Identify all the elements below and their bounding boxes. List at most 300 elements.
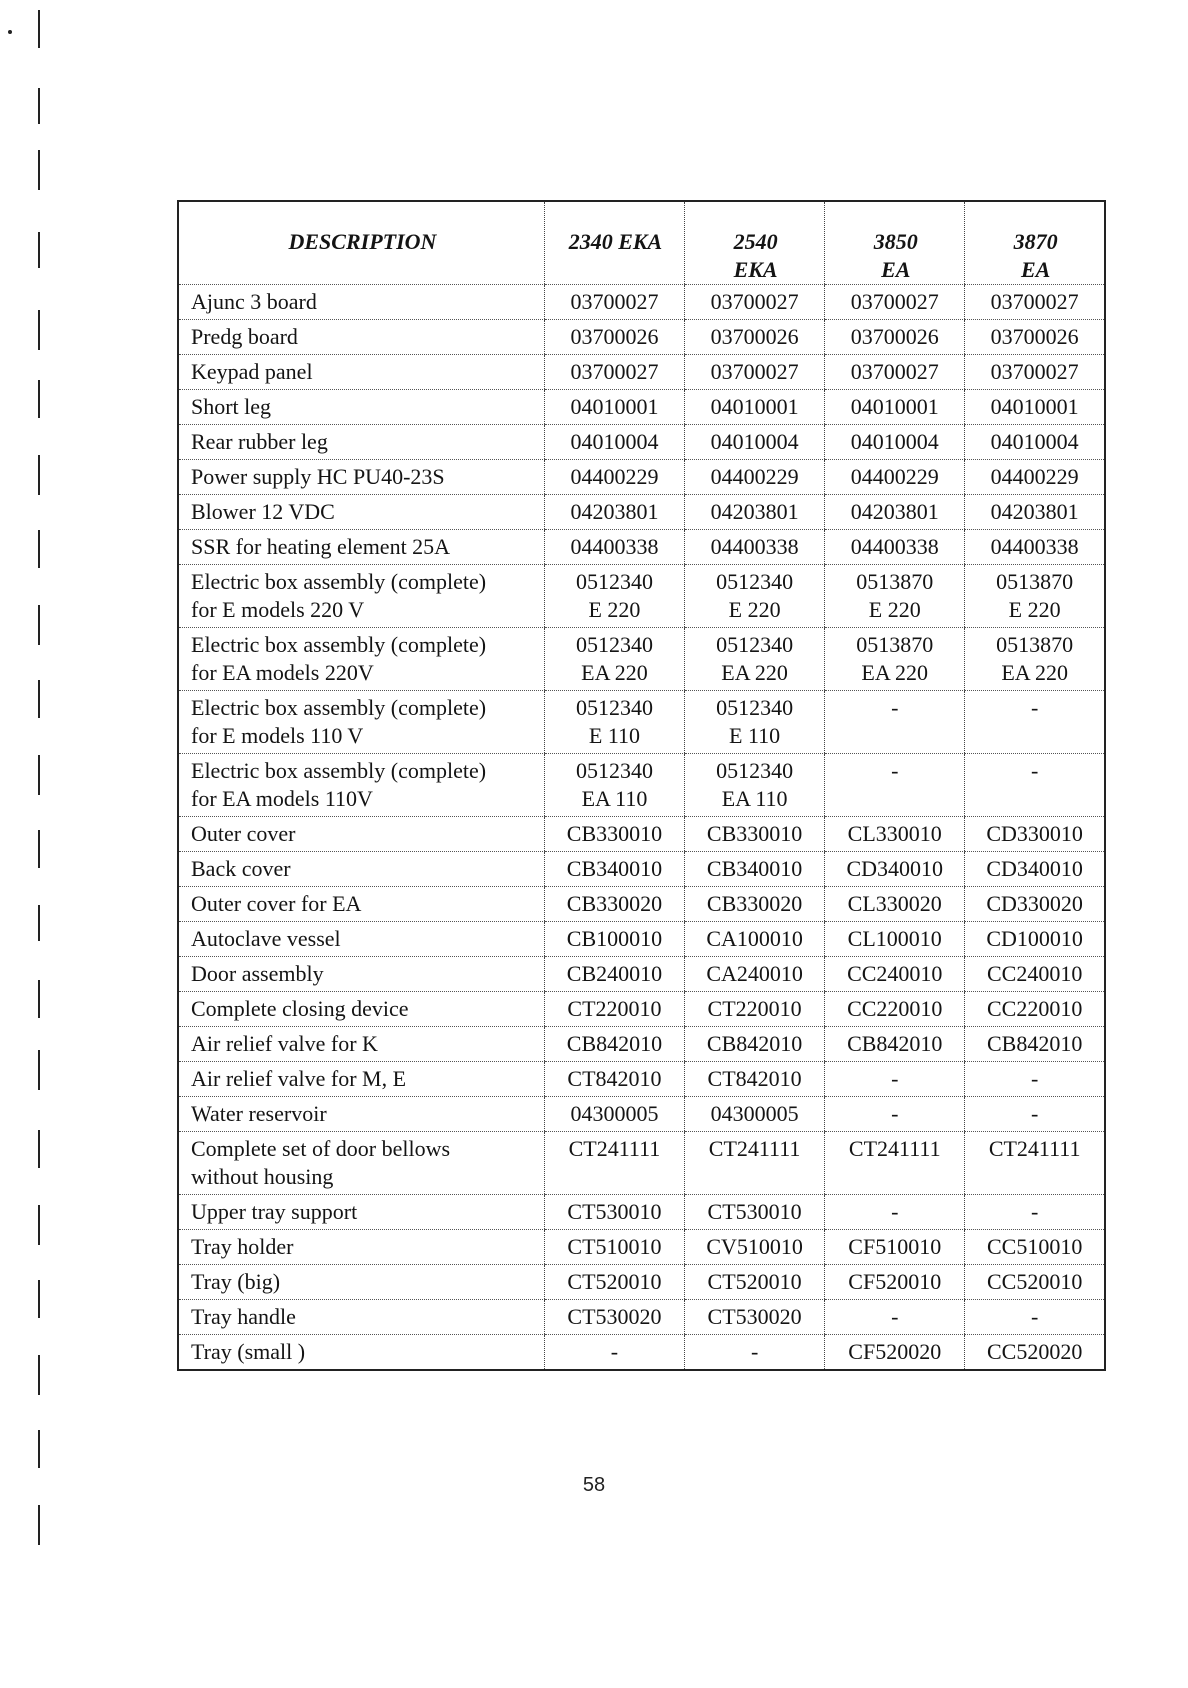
part-description-line: Water reservoir <box>191 1101 327 1126</box>
header-description: DESCRIPTION <box>178 201 544 285</box>
part-code: CT220010 <box>707 996 802 1021</box>
part-code: 04203801 <box>990 499 1079 524</box>
part-code: 0513870 <box>996 569 1074 594</box>
part-description <box>178 957 544 992</box>
part-code: CD330010 <box>986 821 1083 846</box>
table-row <box>178 1027 1105 1062</box>
part-code: CT530020 <box>707 1304 802 1329</box>
part-code: - <box>610 1339 619 1364</box>
binder-mark <box>38 830 40 868</box>
part-code-cell <box>544 1195 684 1230</box>
binder-mark <box>38 455 40 495</box>
part-code: CT842010 <box>707 1066 802 1091</box>
part-description <box>178 1132 544 1195</box>
part-code: CC220010 <box>847 996 943 1021</box>
header-model-3870 <box>965 201 1105 285</box>
table-row <box>178 1300 1105 1335</box>
table-row <box>178 922 1105 957</box>
part-code-cell <box>825 1027 965 1062</box>
part-code: 0512340 <box>575 758 653 783</box>
part-description-line: Electric box assembly (complete) <box>191 569 487 594</box>
part-code: - <box>891 1066 899 1091</box>
part-code-cell <box>544 1335 684 1371</box>
part-description-line: Power supply HC PU40-23S <box>191 464 445 489</box>
part-description-line: for E models 220 V <box>191 597 365 622</box>
part-code-cell <box>965 1195 1105 1230</box>
part-code-cell <box>544 355 684 390</box>
part-code: 04203801 <box>570 499 659 524</box>
header-model-line2: EKA <box>733 257 778 282</box>
part-code-cell <box>685 691 825 754</box>
part-code: 0512340 <box>575 632 653 657</box>
part-code-cell <box>965 460 1105 495</box>
part-code: CD330020 <box>986 891 1083 916</box>
part-code: 04010004 <box>710 429 799 454</box>
table-row <box>178 530 1105 565</box>
part-code: E 220 <box>1008 597 1061 622</box>
part-code-cell <box>544 1230 684 1265</box>
part-code: 04400338 <box>570 534 659 559</box>
part-code: 04400338 <box>990 534 1079 559</box>
part-code-cell <box>825 957 965 992</box>
part-code-cell <box>965 530 1105 565</box>
part-code-cell <box>685 1027 825 1062</box>
part-description <box>178 992 544 1027</box>
part-code-cell <box>544 957 684 992</box>
part-code: CB240010 <box>566 961 663 986</box>
part-description-line: Complete closing device <box>191 996 409 1021</box>
part-code: 03700027 <box>990 359 1079 384</box>
binder-mark <box>38 1130 40 1168</box>
part-code-cell <box>685 1300 825 1335</box>
part-code: 04300005 <box>710 1101 799 1126</box>
part-code: - <box>1030 1066 1039 1091</box>
part-code-cell <box>965 922 1105 957</box>
part-code: 0512340 <box>575 569 653 594</box>
part-code-cell <box>544 320 684 355</box>
part-code-cell <box>544 887 684 922</box>
part-code-cell <box>544 628 684 691</box>
part-code: 0512340 <box>716 695 794 720</box>
part-code-cell <box>685 1062 825 1097</box>
part-description <box>178 425 544 460</box>
part-description <box>178 817 544 852</box>
part-code-cell <box>825 817 965 852</box>
part-code-cell <box>965 754 1105 817</box>
part-code-cell <box>965 817 1105 852</box>
part-code: 04400229 <box>990 464 1079 489</box>
scan-speck <box>8 30 12 34</box>
part-code-cell <box>685 1132 825 1195</box>
part-code-cell <box>544 425 684 460</box>
part-description <box>178 1335 544 1371</box>
part-code: 0512340 <box>716 758 794 783</box>
part-description-line: Air relief valve for M, E <box>191 1066 407 1091</box>
part-code-cell <box>965 691 1105 754</box>
part-code: CB330010 <box>566 821 663 846</box>
part-code-cell <box>685 887 825 922</box>
binder-mark <box>38 150 40 190</box>
binder-mark <box>38 530 40 568</box>
part-code-cell <box>825 1062 965 1097</box>
part-description-line: SSR for heating element 25A <box>191 534 451 559</box>
part-code: 03700027 <box>710 359 799 384</box>
part-code: - <box>891 1304 899 1329</box>
part-code: - <box>891 695 899 720</box>
part-code: CC520020 <box>986 1339 1083 1364</box>
part-description-line: Short leg <box>191 394 272 419</box>
part-code: 03700027 <box>850 359 939 384</box>
part-code-cell <box>685 852 825 887</box>
table-row <box>178 992 1105 1027</box>
part-code-cell <box>544 390 684 425</box>
part-code: EA 220 <box>581 660 648 685</box>
part-code: 04010001 <box>710 394 799 419</box>
part-code-cell <box>825 320 965 355</box>
part-code-cell <box>544 1097 684 1132</box>
part-code: 04203801 <box>710 499 799 524</box>
part-code-cell <box>825 754 965 817</box>
part-description <box>178 754 544 817</box>
table-row <box>178 460 1105 495</box>
table-row <box>178 565 1105 628</box>
part-code-cell <box>544 1027 684 1062</box>
part-description-line: Tray holder <box>191 1234 294 1259</box>
binder-mark <box>38 1505 40 1545</box>
part-description-line: Electric box assembly (complete) <box>191 695 487 720</box>
binder-mark <box>38 10 40 48</box>
part-code: EA 220 <box>861 660 929 685</box>
part-code: CB100010 <box>566 926 663 951</box>
table-row <box>178 691 1105 754</box>
part-code-cell <box>825 530 965 565</box>
part-code-cell <box>544 530 684 565</box>
part-description-line: Air relief valve for K <box>191 1031 378 1056</box>
part-code-cell <box>965 887 1105 922</box>
part-description-line: Electric box assembly (complete) <box>191 758 487 783</box>
part-code: CT530010 <box>707 1199 802 1224</box>
part-code-cell <box>825 852 965 887</box>
part-code-cell <box>825 390 965 425</box>
part-code: 04010001 <box>850 394 939 419</box>
part-code: CD100010 <box>986 926 1083 951</box>
part-code: - <box>1030 695 1039 720</box>
part-code-cell <box>685 285 825 320</box>
table-row <box>178 628 1105 691</box>
part-code: EA 220 <box>1001 660 1068 685</box>
part-code-cell <box>825 565 965 628</box>
part-code-cell <box>825 628 965 691</box>
part-code-cell <box>544 817 684 852</box>
table-row <box>178 887 1105 922</box>
binder-mark <box>38 755 40 795</box>
part-code-cell <box>544 1265 684 1300</box>
table-row <box>178 495 1105 530</box>
part-description-line: Tray (big) <box>191 1269 281 1294</box>
binder-mark <box>38 380 40 418</box>
part-code-cell <box>685 390 825 425</box>
part-code: E 110 <box>729 723 781 748</box>
header-model-line1: 2340 EKA <box>568 229 663 254</box>
part-code-cell <box>965 390 1105 425</box>
table-row <box>178 957 1105 992</box>
part-code: - <box>891 1199 899 1224</box>
part-code: CT220010 <box>567 996 662 1021</box>
part-code: 03700026 <box>850 324 939 349</box>
part-code-cell <box>965 852 1105 887</box>
part-code-cell <box>965 1062 1105 1097</box>
part-code-cell <box>685 1265 825 1300</box>
binder-mark <box>38 1280 40 1318</box>
part-code-cell <box>825 1195 965 1230</box>
part-code-cell <box>965 1265 1105 1300</box>
table-row <box>178 1132 1105 1195</box>
part-code: - <box>1030 1101 1039 1126</box>
part-code-cell <box>965 320 1105 355</box>
binder-mark <box>38 680 40 718</box>
table-row <box>178 320 1105 355</box>
part-description <box>178 565 544 628</box>
part-code: E 110 <box>588 723 641 748</box>
part-code: CB330020 <box>566 891 663 916</box>
part-code: 04400229 <box>710 464 799 489</box>
part-code: 04010004 <box>990 429 1079 454</box>
part-code: CB842010 <box>986 1031 1083 1056</box>
table-body <box>178 285 1105 1371</box>
part-code: - <box>891 1101 899 1126</box>
part-code-cell <box>965 628 1105 691</box>
part-code-cell <box>685 425 825 460</box>
part-description <box>178 691 544 754</box>
part-code: 04010004 <box>850 429 939 454</box>
part-description-line: Rear rubber leg <box>191 429 328 454</box>
part-code-cell <box>685 1097 825 1132</box>
part-code: 03700027 <box>990 289 1079 314</box>
part-code: 03700026 <box>710 324 799 349</box>
part-code: CT520010 <box>567 1269 662 1294</box>
part-code: EA 110 <box>721 786 788 811</box>
part-code-cell <box>825 1097 965 1132</box>
part-code: 04300005 <box>570 1101 659 1126</box>
part-description-line: Predg board <box>191 324 298 349</box>
binder-mark <box>38 980 40 1018</box>
part-code: 04400338 <box>710 534 799 559</box>
part-code: 0512340 <box>716 569 794 594</box>
part-description <box>178 887 544 922</box>
part-code-cell <box>544 565 684 628</box>
part-code: - <box>750 1339 759 1364</box>
table-row <box>178 817 1105 852</box>
part-code: 04203801 <box>850 499 939 524</box>
part-code: CT241111 <box>848 1136 941 1161</box>
part-code: 0512340 <box>575 695 653 720</box>
part-code: 0513870 <box>856 569 934 594</box>
part-code-cell <box>825 1230 965 1265</box>
part-code: CT241111 <box>568 1136 661 1161</box>
header-model-3850 <box>825 201 965 285</box>
part-code: 0512340 <box>716 632 794 657</box>
part-code-cell <box>965 1027 1105 1062</box>
part-code-cell <box>544 1132 684 1195</box>
table-row <box>178 1265 1105 1300</box>
part-code-cell <box>685 460 825 495</box>
part-code: CC240010 <box>986 961 1083 986</box>
part-code: CB340010 <box>566 856 663 881</box>
binder-mark <box>38 1355 40 1395</box>
table-row <box>178 425 1105 460</box>
part-code-cell <box>965 495 1105 530</box>
part-code-cell <box>544 922 684 957</box>
part-code: 03700027 <box>570 359 659 384</box>
part-code: 04010001 <box>570 394 659 419</box>
binder-mark <box>38 310 40 350</box>
part-code-cell <box>544 460 684 495</box>
part-code: CL330020 <box>847 891 942 916</box>
part-code: CT530020 <box>567 1304 662 1329</box>
part-description-line: Outer cover <box>191 821 296 846</box>
table-row <box>178 1335 1105 1371</box>
binder-mark <box>38 232 40 268</box>
part-code-cell <box>825 1300 965 1335</box>
part-code-cell <box>965 1335 1105 1371</box>
part-code: 03700026 <box>570 324 659 349</box>
part-code: CT510010 <box>567 1234 662 1259</box>
part-description <box>178 460 544 495</box>
table-header <box>178 201 1105 285</box>
page-number: 58 <box>582 1474 606 1496</box>
part-code: CB842010 <box>847 1031 943 1056</box>
part-code-cell <box>544 852 684 887</box>
part-code-cell <box>685 530 825 565</box>
header-model-2340 <box>544 201 684 285</box>
part-code-cell <box>965 992 1105 1027</box>
part-code-cell <box>825 355 965 390</box>
part-description-line: for E models 110 V <box>191 723 364 748</box>
part-code-cell <box>965 285 1105 320</box>
part-code-cell <box>685 565 825 628</box>
part-code-cell <box>965 1300 1105 1335</box>
part-code: CL330010 <box>847 821 942 846</box>
part-description <box>178 1027 544 1062</box>
spare-parts-table <box>177 200 1106 1371</box>
part-code-cell <box>685 495 825 530</box>
binder-mark <box>38 1205 40 1245</box>
part-code-cell <box>965 957 1105 992</box>
part-code: 04010004 <box>570 429 659 454</box>
table-row <box>178 285 1105 320</box>
part-code: 03700027 <box>570 289 659 314</box>
part-code: CC520010 <box>986 1269 1083 1294</box>
part-code: CC510010 <box>986 1234 1083 1259</box>
part-code-cell <box>965 565 1105 628</box>
part-code-cell <box>685 1230 825 1265</box>
part-code: - <box>1030 1304 1039 1329</box>
part-code-cell <box>685 320 825 355</box>
table-row <box>178 1230 1105 1265</box>
part-description-line: Tray handle <box>191 1304 296 1329</box>
part-description <box>178 1195 544 1230</box>
part-code: EA 110 <box>581 786 648 811</box>
header-model-line1: 3870 <box>1013 229 1058 254</box>
part-code-cell <box>544 285 684 320</box>
table-row <box>178 355 1105 390</box>
part-code: E 220 <box>588 597 641 622</box>
part-code-cell <box>825 1132 965 1195</box>
table-row <box>178 390 1105 425</box>
header-model-line1: 3850 <box>873 229 918 254</box>
part-description <box>178 285 544 320</box>
part-code: CC240010 <box>847 961 943 986</box>
part-code-cell <box>965 1230 1105 1265</box>
part-code: CA100010 <box>706 926 803 951</box>
part-description-line: Back cover <box>191 856 291 881</box>
part-code: CF510010 <box>848 1234 942 1259</box>
part-description <box>178 390 544 425</box>
part-code: 03700027 <box>850 289 939 314</box>
part-code: CT530010 <box>567 1199 662 1224</box>
part-description-line: Complete set of door bellows <box>191 1136 451 1161</box>
part-code: 0513870 <box>996 632 1074 657</box>
part-code-cell <box>685 754 825 817</box>
binder-mark <box>38 1430 40 1468</box>
binder-mark <box>38 905 40 941</box>
part-code: CT241111 <box>988 1136 1081 1161</box>
part-code-cell <box>965 1097 1105 1132</box>
table-row <box>178 852 1105 887</box>
table-row <box>178 1097 1105 1132</box>
part-code-cell <box>685 922 825 957</box>
part-description-line: Tray (small ) <box>191 1339 306 1364</box>
part-code-cell <box>965 1132 1105 1195</box>
part-code-cell <box>544 1300 684 1335</box>
part-code-cell <box>685 957 825 992</box>
part-description-line: Keypad panel <box>191 359 313 384</box>
part-code: 0513870 <box>856 632 934 657</box>
part-description <box>178 530 544 565</box>
part-code-cell <box>685 992 825 1027</box>
part-code: CB330010 <box>706 821 803 846</box>
part-code: E 220 <box>868 597 921 622</box>
part-description <box>178 1265 544 1300</box>
part-code-cell <box>544 754 684 817</box>
part-code: CD340010 <box>846 856 944 881</box>
part-code-cell <box>544 992 684 1027</box>
part-code: 04400229 <box>850 464 939 489</box>
part-code: CA240010 <box>706 961 803 986</box>
part-code: CT241111 <box>708 1136 801 1161</box>
part-description-line: Outer cover for EA <box>191 891 362 916</box>
part-code: - <box>1030 758 1039 783</box>
table-row <box>178 1195 1105 1230</box>
part-code: CB330020 <box>706 891 803 916</box>
part-description-line: Door assembly <box>191 961 324 986</box>
part-description <box>178 355 544 390</box>
part-code: 04010001 <box>990 394 1079 419</box>
header-model-line2: EA <box>881 257 911 282</box>
part-description <box>178 495 544 530</box>
part-code-cell <box>825 691 965 754</box>
part-code-cell <box>965 355 1105 390</box>
part-code-cell <box>685 1335 825 1371</box>
binder-mark <box>38 88 40 124</box>
part-code: EA 220 <box>721 660 788 685</box>
part-description <box>178 922 544 957</box>
part-code: 03700026 <box>990 324 1079 349</box>
part-description <box>178 1097 544 1132</box>
part-code: 04400229 <box>570 464 659 489</box>
table-row <box>178 1062 1105 1097</box>
table-row <box>178 754 1105 817</box>
